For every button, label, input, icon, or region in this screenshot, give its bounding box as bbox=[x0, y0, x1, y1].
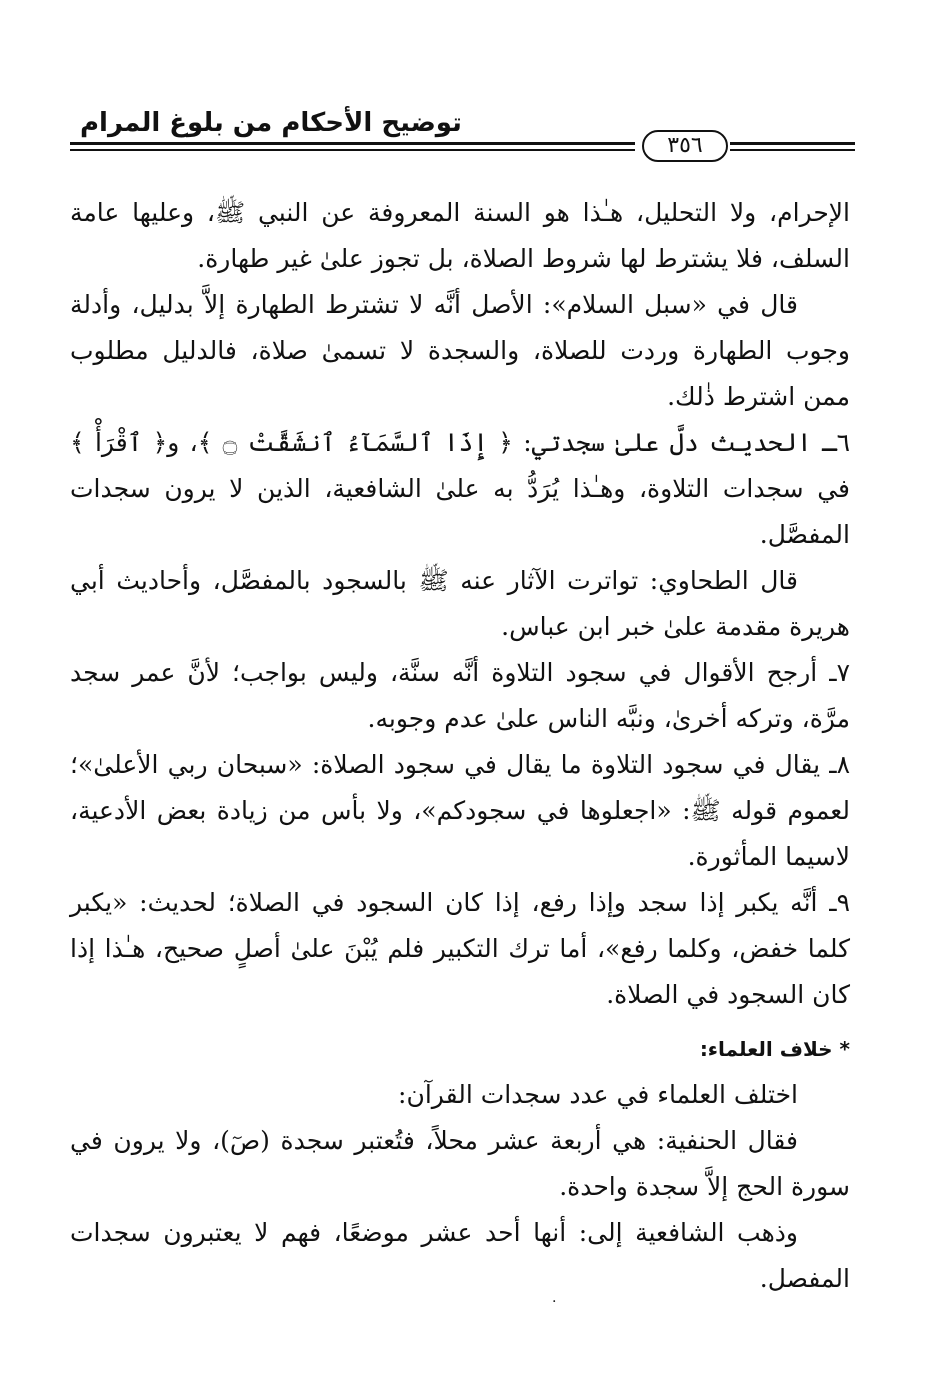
paragraph: ٧ـ أرجح الأقوال في سجود التلاوة أنَّه سنَّة، وليس بواجب؛ لأنَّ عمر سجد مرَّة، وتركه أخرىٰ، ونبَّه الناس علىٰ عدم وجوبه. bbox=[70, 658, 850, 733]
paragraph: ٨ـ يقال في سجود التلاوة ما يقال في سجود الصلاة: «سبحان ربي الأعلىٰ»؛ لعموم قوله ﷺ: «اجعلوها في سجودكم»، ولا بأس من زيادة بعض الأدعية، لاسيما المأثورة. bbox=[70, 750, 850, 871]
paragraph: قال في «سبل السلام»: الأصل أنَّه لا تشترط الطهارة إلاَّ بدليل، وأدلة وجوب الطهارة وردت للصلاة، والسجدة لا تسمىٰ صلاة، فالدليل مطلوب ممن اشترط ذٰلك. bbox=[70, 290, 850, 411]
paragraph: وذهب الشافعية إلى: أنها أحد عشر موضعًا، فهم لا يعتبرون سجدات المفصل. bbox=[70, 1218, 850, 1293]
paragraph: الإحرام، ولا التحليل، هـٰذا هو السنة المعروفة عن النبي ﷺ، وعليها عامة السلف، فلا يشترط لها شروط الصلاة، بل تجوز علىٰ غير طهارة. bbox=[70, 198, 850, 273]
header-rule bbox=[70, 142, 635, 145]
page-header bbox=[70, 96, 860, 166]
book-title: توضيح الأحكام من بلوغ المرام bbox=[80, 108, 462, 138]
header-rule bbox=[730, 149, 855, 151]
paragraph: فقال الحنفية: هي أربعة عشر محلاً، فتُعتبر سجدة (صٓ)، ولا يرون في سورة الحج إلاَّ سجدة واحدة. bbox=[70, 1126, 850, 1201]
page-body bbox=[70, 190, 850, 1302]
header-rule bbox=[730, 142, 855, 145]
paragraph: قال الطحاوي: تواترت الآثار عنه ﷺ بالسجود بالمفصَّل، وأحاديث أبي هريرة مقدمة علىٰ خبر ابن عباس. bbox=[70, 566, 850, 641]
header-rule bbox=[70, 149, 635, 151]
paragraph: اختلف العلماء في عدد سجدات القرآن: bbox=[398, 1080, 798, 1109]
section-heading: * خلاف العلماء: bbox=[699, 1037, 850, 1061]
page-number: ٣٥٦ bbox=[642, 130, 728, 162]
footer-mark: . bbox=[552, 1290, 557, 1306]
paragraph: ٩ـ أنَّه يكبر إذا سجد وإذا رفع، إذا كان السجود في الصلاة؛ لحديث: «يكبر كلما خفض، وكلما رفع»، أما ترك التكبير فلم يُبْنَ علىٰ أصلٍ صحيح، هـٰذا إذا كان السجود في الصلاة. bbox=[70, 888, 850, 1009]
paragraph: ٦ـ الحديث دلَّ علىٰ سجدتي: ﴿ إِذَا ٱلسَّمَآءُ ٱنشَقَّتْ ۝ ﴾، و﴿ ٱقْرَأْ ﴾ في سجدات التلاوة، وهـٰذا يُرَدُّ به علىٰ الشافعية، الذين لا يرون سجدات المفصَّل. bbox=[70, 428, 850, 549]
